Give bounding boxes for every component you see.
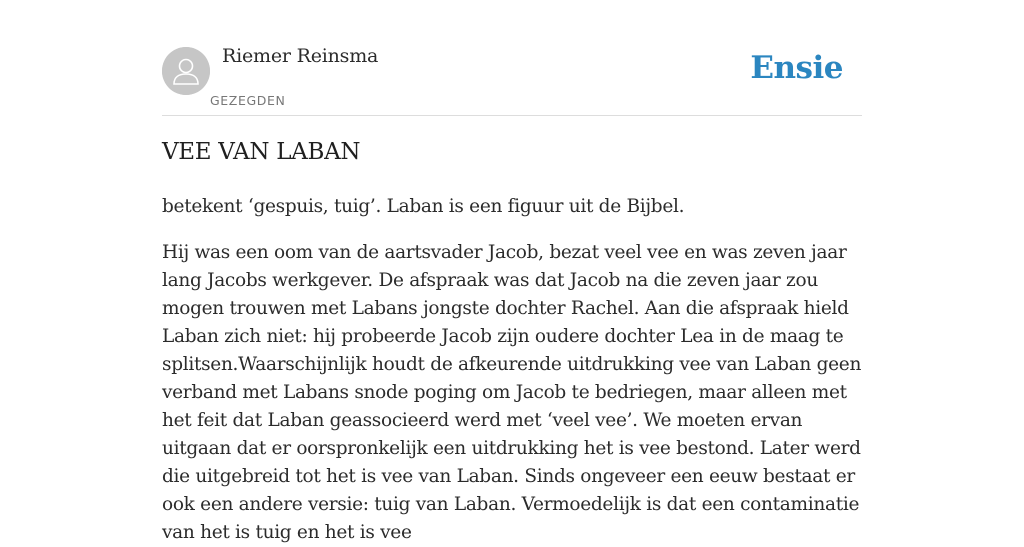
brand-logo[interactable]: Ensie: [750, 50, 843, 86]
entry-header: [162, 0, 862, 116]
entry-lead: betekent ‘gespuis, tuig’. Laban is een figuur uit de Bijbel.: [162, 196, 685, 217]
category-label[interactable]: GEZEGDEN: [210, 93, 286, 108]
entry-page: [162, 0, 862, 543]
entry-title: VEE VAN LABAN: [162, 139, 361, 165]
author-name[interactable]: Riemer Reinsma: [222, 45, 379, 67]
entry-body: Hij was een oom van de aartsvader Jacob, bezat veel vee en was zeven jaar lang Jacobs werkgever. De afspraak was dat Jacob na die zeven jaar zou mogen trouwen met Labans jongste dochter Rachel. Aan die afspraak hield Laban zich niet: hij probeerde Jacob zijn oudere dochter Lea in de maag te splitsen.Waarschijnlijk houdt de afkeurende uitdrukking vee van Laban geen verband met Labans snode poging om Jacob te bedriegen, maar alleen met het feit dat Laban geassocieerd werd met ‘veel vee’. We moeten ervan uitgaan dat er oorspronkelijk een uitdrukking het is vee bestond. Later werd die uitgebreid tot het is vee van Laban. Sinds ongeveer een eeuw bestaat er ook een andere versie: tuig van Laban. Vermoedelijk is dat een contaminatie van het is tuig en het is vee: [162, 242, 862, 543]
user-avatar-icon[interactable]: [162, 47, 210, 95]
